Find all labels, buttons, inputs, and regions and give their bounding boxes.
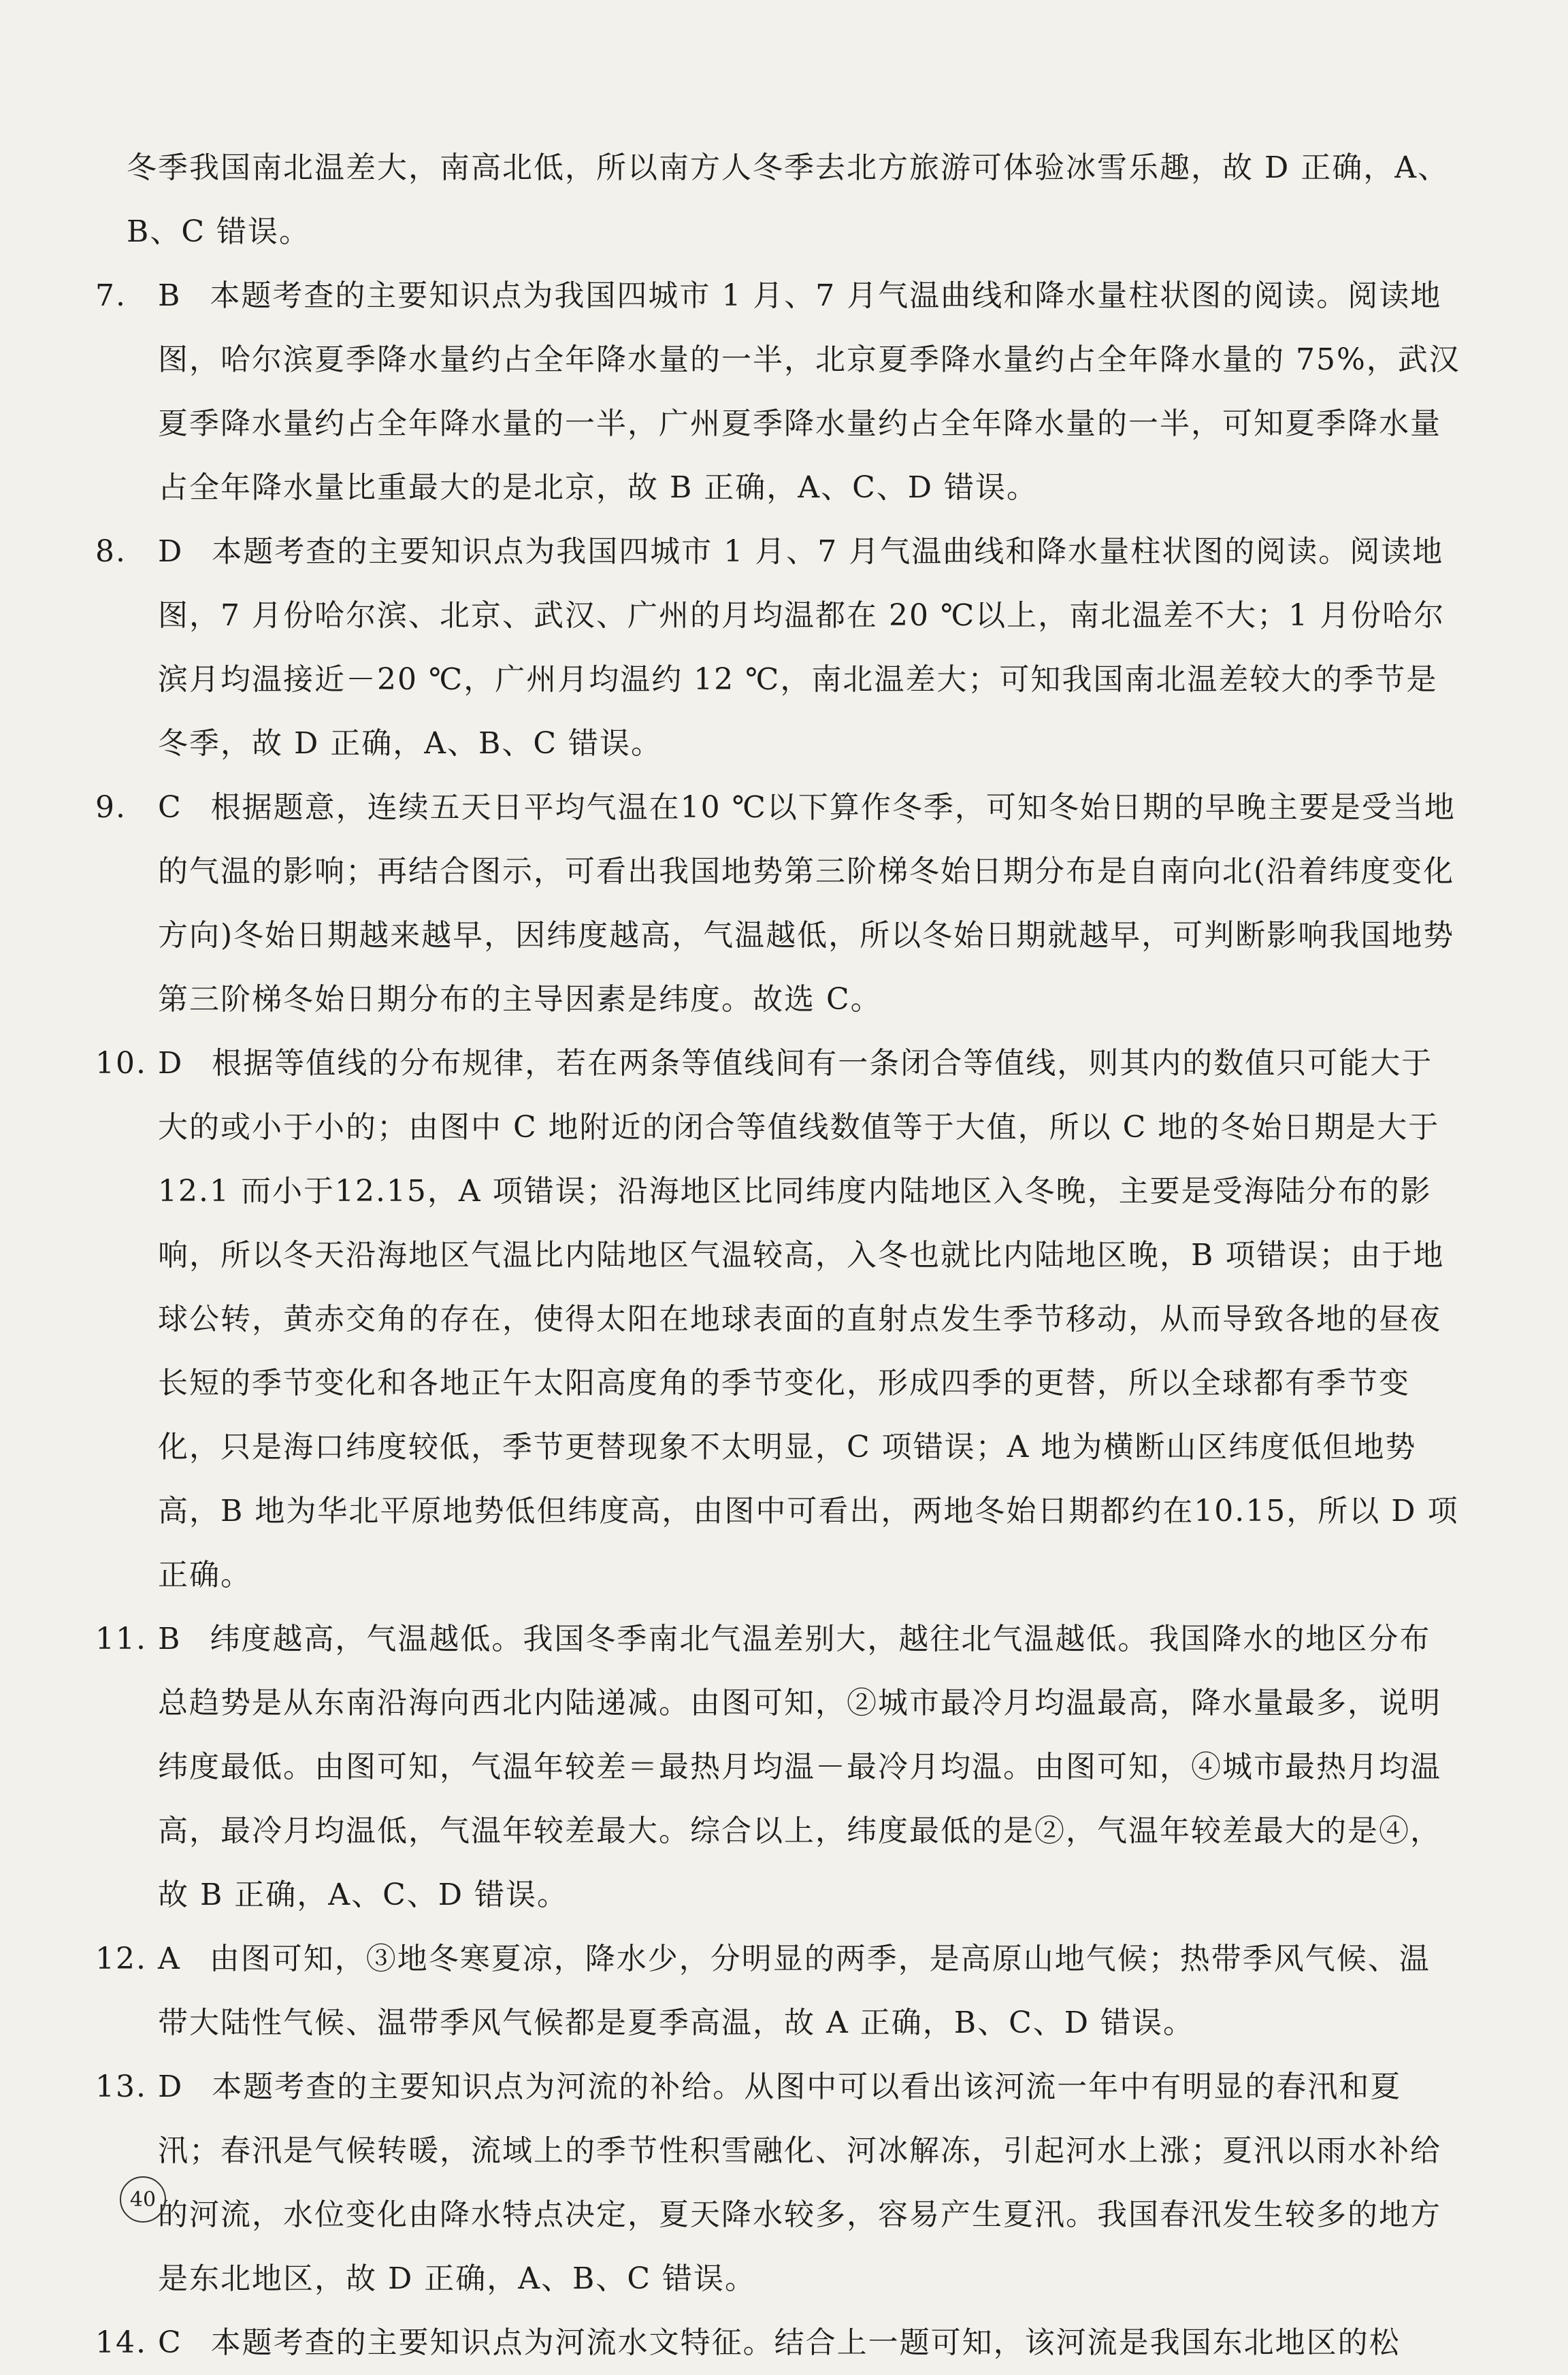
item-answer: B — [158, 278, 182, 313]
item-11 — [95, 1607, 1460, 1927]
item-10 — [95, 1032, 1460, 1607]
item-answer: C — [158, 790, 182, 825]
item-number: 13. — [95, 2069, 147, 2104]
item-number: 14. — [95, 2325, 147, 2360]
item-text: 本题考查的主要知识点为我国四城市 1 月、7 月气温曲线和降水量柱状图的阅读。阅读地图，7 月份哈尔滨、北京、武汉、广州的月均温都在 20 ℃以上，南北温差不大；1 月份哈尔滨月均温接近－20 ℃，广州月均温约 12 ℃，南北温差大；可知我国南北温差较大的季节是冬季，故 D 正确，A、B、C 错误。 — [158, 534, 1446, 761]
answer-explanations — [95, 136, 1460, 2375]
item-answer: C — [158, 2325, 182, 2360]
item-9 — [95, 776, 1460, 1032]
item-8 — [95, 520, 1460, 776]
item-text: 本题考查的主要知识点为我国四城市 1 月、7 月气温曲线和降水量柱状图的阅读。阅读地图，哈尔滨夏季降水量约占全年降水量的一半，北京夏季降水量约占全年降水量的 75%，武汉夏季降水量约占全年降水量的一半，广州夏季降水量约占全年降水量的一半，可知夏季降水量占全年降水量比重最大的是北京，故 B 正确，A、C、D 错误。 — [158, 278, 1460, 505]
item-answer: D — [158, 2069, 184, 2104]
item-14 — [95, 2311, 1460, 2375]
item-12 — [95, 1927, 1460, 2055]
item-number: 12. — [95, 1942, 147, 1976]
item-answer: B — [158, 1622, 182, 1656]
item-number: 10. — [95, 1046, 147, 1081]
item-answer: D — [158, 534, 184, 569]
intro-paragraph: 冬季我国南北温差大，南高北低，所以南方人冬季去北方旅游可体验冰雪乐趣，故 D 正确，A、B、C 错误。 — [127, 150, 1450, 249]
item-number: 7. — [95, 278, 127, 313]
item-answer: A — [158, 1942, 181, 1976]
item-number: 9. — [95, 790, 127, 825]
item-number: 8. — [95, 534, 127, 569]
item-13 — [95, 2055, 1460, 2311]
item-text: 由图可知，③地冬寒夏凉，降水少，分明显的两季，是高原山地气候；热带季风气候、温带大陆性气候、温带季风气候都是夏季高温，故 A 正确，B、C、D 错误。 — [158, 1942, 1431, 2040]
item-number: 11. — [95, 1622, 147, 1656]
item-7 — [95, 264, 1460, 520]
item-text: 根据题意，连续五天日平均气温在10 ℃以下算作冬季，可知冬始日期的早晚主要是受当地的气温的影响；再结合图示，可看出我国地势第三阶梯冬始日期分布是自南向北(沿着纬度变化方向)冬始日期越来越早，因纬度越高，气温越低，所以冬始日期就越早，可判断影响我国地势第三阶梯冬始日期分布的主导因素是纬度。故选 C。 — [158, 790, 1456, 1017]
item-text: 本题考查的主要知识点为河流的补给。从图中可以看出该河流一年中有明显的春汛和夏汛；春汛是气候转暖，流域上的季节性积雪融化、河冰解冻，引起河水上涨；夏汛以雨水补给的河流，水位变化由降水特点决定，夏天降水较多，容易产生夏汛。我国春汛发生较多的地方是东北地区，故 D 正确，A、B、C 错误。 — [158, 2069, 1441, 2296]
page-number: 40 — [120, 2176, 166, 2223]
item-text: 本题考查的主要知识点为河流水文特征。结合上一题可知，该河流是我国东北地区的松 — [210, 2325, 1401, 2360]
item-text: 纬度越高，气温越低。我国冬季南北气温差别大，越往北气温越低。我国降水的地区分布总趋势是从东南沿海向西北内陆递减。由图可知，②城市最冷月均温最高，降水量最多，说明纬度最低。由图可知，气温年较差＝最热月均温－最冷月均温。由图可知，④城市最热月均温高，最冷月均温低，气温年较差最大。综合以上，纬度最低的是②，气温年较差最大的是④，故 B 正确，A、C、D 错误。 — [158, 1622, 1441, 1912]
item-text: 根据等值线的分布规律，若在两条等值线间有一条闭合等值线，则其内的数值只可能大于大的或小于小的；由图中 C 地附近的闭合等值线数值等于大值，所以 C 地的冬始日期是大于12.1 而小于12.15，A 项错误；沿海地区比同纬度内陆地区入冬晚，主要是受海陆分布的影响，所以冬天沿海地区气温比内陆地区气温较高，入冬也就比内陆地区晚，B 项错误；由于地球公转，黄赤交角的存在，使得太阳在地球表面的直射点发生季节移动，从而导致各地的昼夜长短的季节变化和各地正午太阳高度角的季节变化，形成四季的更替，所以全球都有季节变化，只是海口纬度较低，季节更替现象不太明显，C 项错误；A 地为横断山区纬度低但地势高，B 地为华北平原地势低但纬度高，由图中可看出，两地冬始日期都约在10.15，所以 D 项正确。 — [158, 1046, 1459, 1592]
item-answer: D — [158, 1046, 184, 1081]
